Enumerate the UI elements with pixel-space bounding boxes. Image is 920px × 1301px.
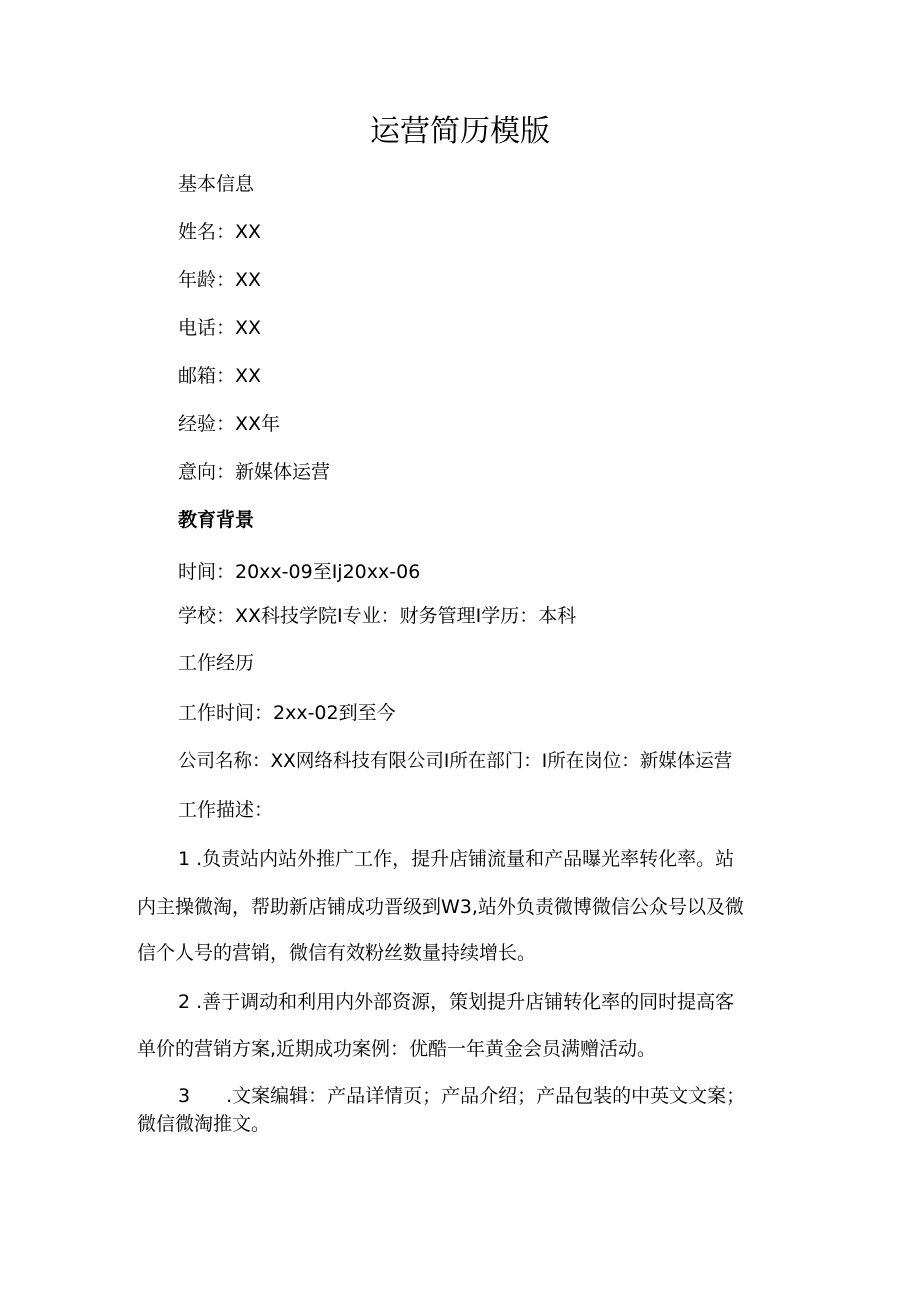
work-item-3-line-2: 微信微淘推文。 [137, 1113, 271, 1135]
work-heading: 工作经历 [178, 652, 255, 674]
email-field: 邮箱：XX [178, 365, 262, 387]
work-desc-label: 工作描述： [178, 799, 274, 821]
experience-field: 经验：XX年 [178, 413, 281, 435]
work-item-3-number: 3 [178, 1085, 191, 1107]
work-item-2-line-1: 2 .善于调动和利用内外部资源，策划提升店铺转化率的同时提高客 [178, 991, 735, 1013]
intention-field: 意向：新媒体运营 [178, 461, 331, 483]
education-heading: 教育背景 [178, 509, 255, 531]
work-item-3-line-1 [178, 1083, 828, 1109]
work-item-1-line-2: 内主操微淘，帮助新店铺成功晋级到W3,站外负责微博微信公众号以及微 [137, 896, 744, 918]
education-time: 时间：20xx-09至Ij20xx-06 [178, 561, 421, 583]
work-item-1-line-3: 信个人号的营销，微信有效粉丝数量持续增长。 [137, 942, 537, 964]
document-title: 运营简历模版 [370, 114, 550, 149]
work-company: 公司名称：XX网络科技有限公司I所在部门：I所在岗位：新媒体运营 [178, 751, 733, 772]
work-time: 工作时间：2xx-02到至今 [178, 702, 396, 724]
name-field: 姓名：XX [178, 221, 262, 243]
education-school: 学校：XX科技学院I专业：财务管理I学历：本科 [178, 605, 577, 627]
work-item-2-line-2: 单价的营销方案,近期成功案例：优酷一年黄金会员满赠活动。 [137, 1038, 657, 1060]
work-item-1-line-1: 1 .负责站内站外推广工作，提升店铺流量和产品曝光率转化率。站 [178, 848, 735, 870]
work-item-3-text: .文案编辑：产品详情页；产品介绍；产品包装的中英文文案； [226, 1085, 746, 1107]
phone-field: 电话：XX [178, 317, 262, 339]
basic-info-heading: 基本信息 [178, 173, 255, 195]
age-field: 年龄：XX [178, 269, 262, 291]
